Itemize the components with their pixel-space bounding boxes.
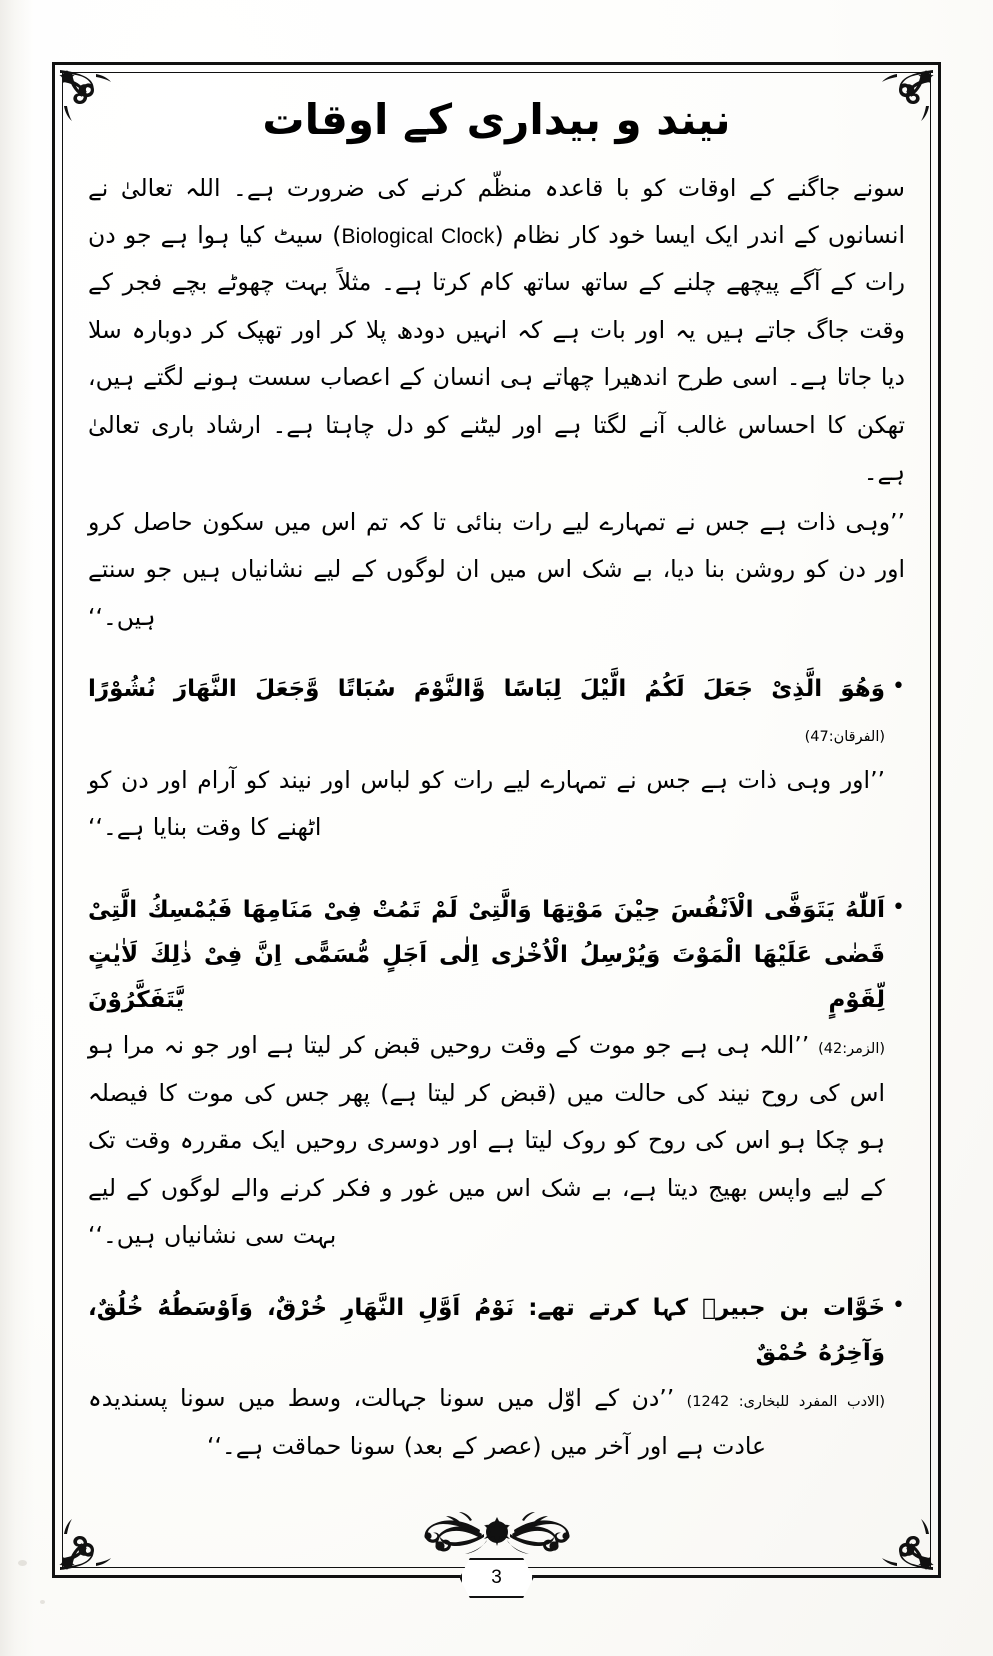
narration-translation bbox=[88, 1375, 885, 1470]
spacer bbox=[88, 643, 905, 653]
verse-1-translation bbox=[88, 499, 905, 641]
page-content bbox=[88, 78, 905, 1560]
intro-part-2: ) سیٹ کیا ہوا ہے جو دن رات کے آگے پیچھے چلنے کے ساتھ ساتھ کام کرتا ہے۔ مثلاً بہت چھوٹے بچے فجر کے وقت جاگ جاتے ہیں یہ اور بات ہے کہ انہیں دودھ پلا کر اور تھپک کر دوبارہ سلا دیا جاتا ہے۔ اسی طرح اندھیرا چھاتے ہی انسان کے اعصاب سست ہونے لگتے ہیں، تھکن کا احساس غالب آنے لگتا ہے اور لیٹنے کو دل چاہتا ہے۔ ارشاد باری تعالیٰ ہے۔ bbox=[88, 220, 905, 487]
verse-1-translation-text: وہی ذات ہے جس نے تمہارے لیے رات بنائی تا کہ تم اس میں سکون حاصل کرو اور دن کو روشن بنا دیا، بے شک اس میں ان لوگوں کے لیے نشانیاں ہیں جو سنتے ہیں۔ bbox=[88, 507, 905, 631]
quote-close: ‘‘ bbox=[206, 1431, 222, 1460]
verse-3-arabic-text: اَللّٰهُ يَتَوَفَّى الْاَنْفُسَ حِيْنَ مَوْتِهَا وَالَّتِىْ لَمْ تَمُتْ فِىْ مَنَامِهَا فَيُمْسِكُ الَّتِىْ قَضٰى عَلَيْهَا الْمَوْتَ وَيُرْسِلُ الْاُخْرٰى اِلٰى اَجَلٍ مُّسَمًّى اِنَّ فِىْ ذٰلِكَ لَاٰيٰتٍ لِّقَوْمٍ يَّتَفَكَّرُوْنَ bbox=[88, 896, 886, 1013]
verse-2-arabic-text: وَهُوَ الَّذِیْ جَعَلَ لَكُمُ الَّيْلَ لِبَاسًا وَّالنَّوْمَ سُبَاتًا وَّجَعَلَ النَّهَارَ نُشُوْرًا bbox=[88, 676, 886, 703]
quote-open: ’’ bbox=[659, 1384, 675, 1413]
narration-reference: (الادب المفرد للبخاری: 1242) bbox=[686, 1394, 886, 1411]
verse-2-translation-text: اور وہی ذات ہے جس نے تمہارے لیے رات کو لباس اور نیند کو آرام اور دن کو اٹھنے کا وقت بنایا ہے۔ bbox=[88, 765, 871, 842]
narration-arabic-text: نَوْمُ اَوَّلِ النَّهَارِ خُرْقٌ، وَاَوْسَطُهُ خُلُقٌ، وَآخِرُهُ حُمْقٌ bbox=[88, 1294, 886, 1366]
spacer bbox=[88, 854, 905, 874]
verse-3-arabic bbox=[88, 888, 885, 1023]
quote-open: ’’ bbox=[794, 1031, 810, 1060]
bullet-marker: • bbox=[892, 674, 905, 700]
verse-3-body bbox=[88, 888, 885, 1262]
verse-3-translation bbox=[88, 1022, 885, 1259]
verse-3-block bbox=[88, 888, 905, 1262]
spacer bbox=[88, 1262, 905, 1272]
page-number-badge bbox=[460, 1558, 534, 1598]
quote-close: ‘‘ bbox=[88, 1221, 103, 1250]
narration-intro: خَوَّات بن جبیرؓ کہا کرتے تھے: bbox=[528, 1294, 886, 1321]
intro-part-1: سونے جاگنے کے اوقات کو با قاعدہ منظّم کرنے کی ضرورت ہے۔ اللہ تعالیٰ نے انسانوں کے اندر ایک ایسا خود کار نظام ( bbox=[88, 173, 905, 249]
intro-paragraph bbox=[88, 165, 905, 497]
verse-3-reference: (الزمر:42) bbox=[818, 1041, 886, 1058]
verse-2-reference: (الفرقان:47) bbox=[804, 729, 886, 746]
scan-edge-shadow bbox=[0, 0, 34, 1656]
quote-close: ‘‘ bbox=[88, 813, 103, 842]
scan-speck bbox=[40, 1600, 45, 1604]
narration-translation-text: دن کے اوّل میں سونا جہالت، وسط میں سونا پسندیدہ عادت ہے اور آخر میں (عصر کے بعد) سونا حماقت ہے۔ bbox=[88, 1384, 767, 1460]
narration-block bbox=[88, 1286, 905, 1473]
verse-2-arabic bbox=[88, 667, 885, 757]
quote-close: ‘‘ bbox=[88, 602, 103, 631]
quote-open: ’’ bbox=[890, 507, 905, 536]
scan-speck bbox=[18, 1560, 27, 1566]
verse-3-translation-text: اللہ ہی ہے جو موت کے وقت روحیں قبض کر لیتا ہے اور جو نہ مرا ہو اس کی روح نیند کی حالت میں (قبض کر لیتا ہے) پھر جس کی موت کا فیصلہ ہو چکا ہو اس کی روح کو روک لیتا ہے اور دوسری روحیں ایک مقررہ وقت تک کے لیے واپس بھیج دیتا ہے، بے شک اس میں غور و فکر کرنے والے لوگوں کے لیے بہت سی نشانیاں ہیں۔ bbox=[88, 1031, 886, 1250]
article-body bbox=[88, 165, 905, 1499]
verse-2-translation bbox=[88, 757, 885, 852]
page-title: نیند و بیداری کے اوقات bbox=[262, 95, 731, 144]
page-number: 3 bbox=[491, 1567, 502, 1588]
quote-open: ’’ bbox=[870, 765, 886, 794]
verse-2-body bbox=[88, 667, 885, 854]
verse-2-block bbox=[88, 667, 905, 854]
biological-clock-term: Biological Clock bbox=[341, 224, 495, 248]
floral-divider-icon bbox=[332, 1504, 662, 1560]
narration-arabic bbox=[88, 1286, 885, 1376]
bullet-marker: • bbox=[892, 894, 905, 920]
narration-body bbox=[88, 1286, 885, 1473]
bullet-marker: • bbox=[892, 1292, 905, 1318]
